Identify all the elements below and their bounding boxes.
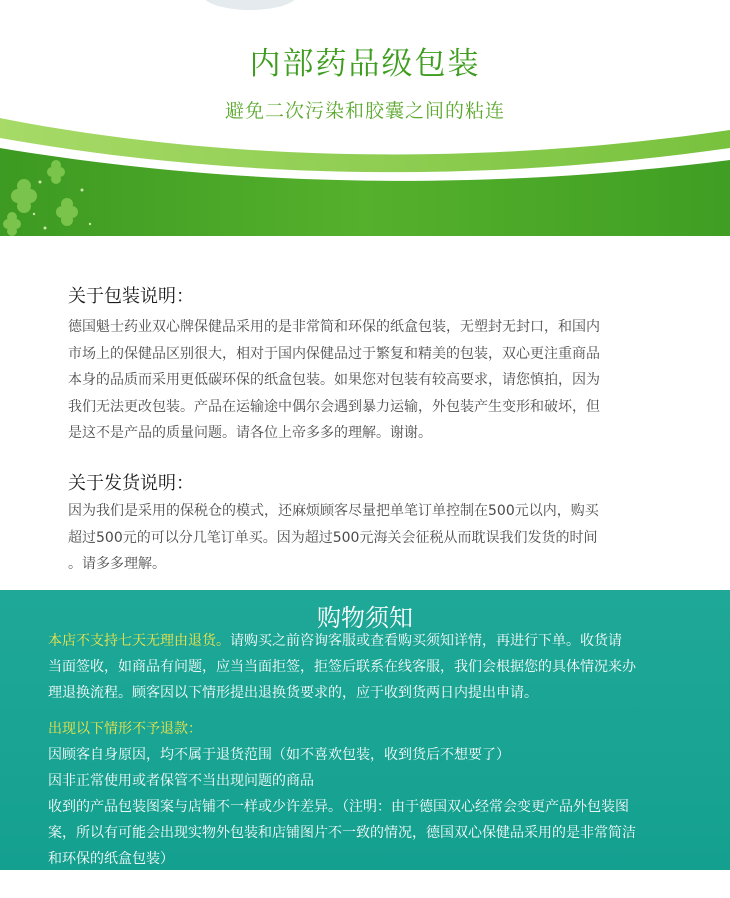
no-refund-item: 收到的产品包装图案与店铺不一样或少许差异。（注明：由于德国双心经常会变更产品外包装图 bbox=[48, 799, 629, 815]
notice-intro-line: 当面签收，如商品有问题，应当当面拒签，拒签后联系在线客服，我们会根据您的具体情况来办 bbox=[48, 659, 636, 675]
no-return-highlight: 本店不支持七天无理由退货。 bbox=[48, 633, 230, 649]
shipping-heading: 关于发货说明： bbox=[68, 473, 194, 494]
no-refund-item: 退货时商品不全，已使用过，寄回后数量不符 bbox=[48, 877, 328, 893]
no-refund-item: 因非正常使用或者保管不当出现问题的商品 bbox=[48, 773, 314, 789]
no-refund-item: 案，所以有可能会出现实物外包装和店铺图片不一致的情况，德国双心保健品采用的是非常简洁 bbox=[48, 825, 636, 841]
banner-subtitle: 避免二次污染和胶囊之间的粘连 bbox=[224, 100, 505, 122]
bottle-cap-shape bbox=[202, 0, 298, 10]
shipping-text bbox=[68, 498, 680, 578]
packaging-line: 本身的品质而采用更低碳环保的纸盒包装。如果您对包装有较高要求，请您慎拍，因为 bbox=[68, 372, 600, 388]
packaging-text bbox=[68, 314, 680, 447]
packaging-line: 我们无法更改包装。产品在运输途中偶尔会遇到暴力运输，外包装产生变形和破坏，但 bbox=[68, 398, 600, 415]
shipping-line: 超过500元的可以分几笔订单买。因为超过500元海关会征税从而耽误我们发货的时间 bbox=[68, 529, 598, 546]
notice-intro bbox=[48, 628, 698, 706]
shipping-line: 。请多多理解。 bbox=[68, 556, 166, 572]
notice-intro-line bbox=[48, 628, 698, 654]
no-refund-item: 因顾客自身原因，均不属于退货范围（如不喜欢包装，收到货后不想要了） bbox=[48, 747, 510, 763]
packaging-banner bbox=[0, 0, 730, 236]
no-refund-item: 和环保的纸盒包装） bbox=[48, 851, 174, 867]
packaging-line: 是这不是产品的质量问题。请各位上帝多多的理解。谢谢。 bbox=[68, 425, 432, 441]
packaging-line: 德国魁士药业双心牌保健品采用的是非常简和环保的纸盒包装，无塑封无封口，和国内 bbox=[68, 319, 600, 335]
packaging-heading: 关于包装说明： bbox=[68, 286, 194, 307]
banner-title: 内部药品级包装 bbox=[249, 46, 481, 82]
shopping-notice bbox=[0, 590, 730, 893]
shipping-line: 因为我们是采用的保税仓的模式，还麻烦顾客尽量把单笔订单控制在500元以内，购买 bbox=[68, 503, 599, 519]
notice-intro-rest: 请购买之前咨询客服或查看购买须知详情，再进行下单。收货请 bbox=[230, 633, 622, 649]
no-refund-list bbox=[48, 716, 698, 898]
notice-title: 购物须知 bbox=[317, 604, 413, 632]
no-refund-heading: 出现以下情形不予退款： bbox=[48, 721, 202, 737]
notice-intro-line: 理退换流程。顾客因以下情形提出退换货要求的，应于收到货两日内提出申请。 bbox=[48, 685, 538, 701]
info-section bbox=[0, 236, 730, 590]
packaging-line: 市场上的保健品区别很大，相对于国内保健品过于繁复和精美的包装，双心更注重商品 bbox=[68, 345, 600, 362]
